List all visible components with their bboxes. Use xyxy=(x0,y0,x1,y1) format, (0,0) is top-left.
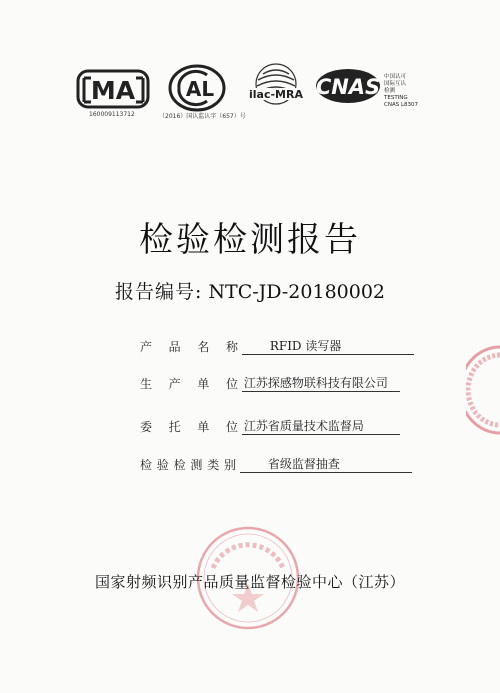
cma-number: 160009113712 xyxy=(89,111,135,118)
cal-logo-icon xyxy=(167,63,227,113)
field-label: 产 品 名 称 xyxy=(140,340,238,354)
ilac-mra-logo-icon xyxy=(246,62,306,110)
field-value: 江苏探感物联科技有限公司 xyxy=(242,374,400,392)
cnas-logo-icon xyxy=(314,66,382,106)
ilac-logo-text: ilac-MRA xyxy=(249,88,303,101)
field-value: 江苏省质量技术监督局 xyxy=(242,417,400,435)
cma-logo-text: MA xyxy=(90,76,136,105)
cnas-logo-text: CNAS xyxy=(315,75,381,99)
field-label: 生 产 单 位 xyxy=(140,377,238,391)
cal-number: （2016）国认监认字（657）号 xyxy=(159,113,246,120)
cma-logo-icon xyxy=(75,66,151,110)
issuing-institution: 国家射频识别产品质量监督检验中心（江苏） xyxy=(94,573,405,591)
inspection-type-row xyxy=(140,455,412,475)
cal-logo-text: AL xyxy=(185,77,215,101)
report-number-label: 报告编号: xyxy=(114,281,203,303)
cnas-accreditation-text: 中国认可 国际互认 检测 TESTING CNAS L8307 xyxy=(384,74,419,108)
report-number-value: NTC-JD-20180002 xyxy=(208,281,386,303)
client-row xyxy=(140,417,400,437)
report-title: 检验检测报告 xyxy=(139,220,361,260)
report-number xyxy=(0,277,500,304)
manufacturer-row xyxy=(140,374,400,394)
field-label: 委 托 单 位 xyxy=(140,420,238,434)
field-label: 检验检测类别 xyxy=(140,458,236,472)
field-value: 省级监督抽查 xyxy=(240,455,412,473)
edge-seal-icon xyxy=(466,345,500,435)
field-value: RFID 读写器 xyxy=(242,337,414,355)
product-name-row xyxy=(140,337,414,357)
